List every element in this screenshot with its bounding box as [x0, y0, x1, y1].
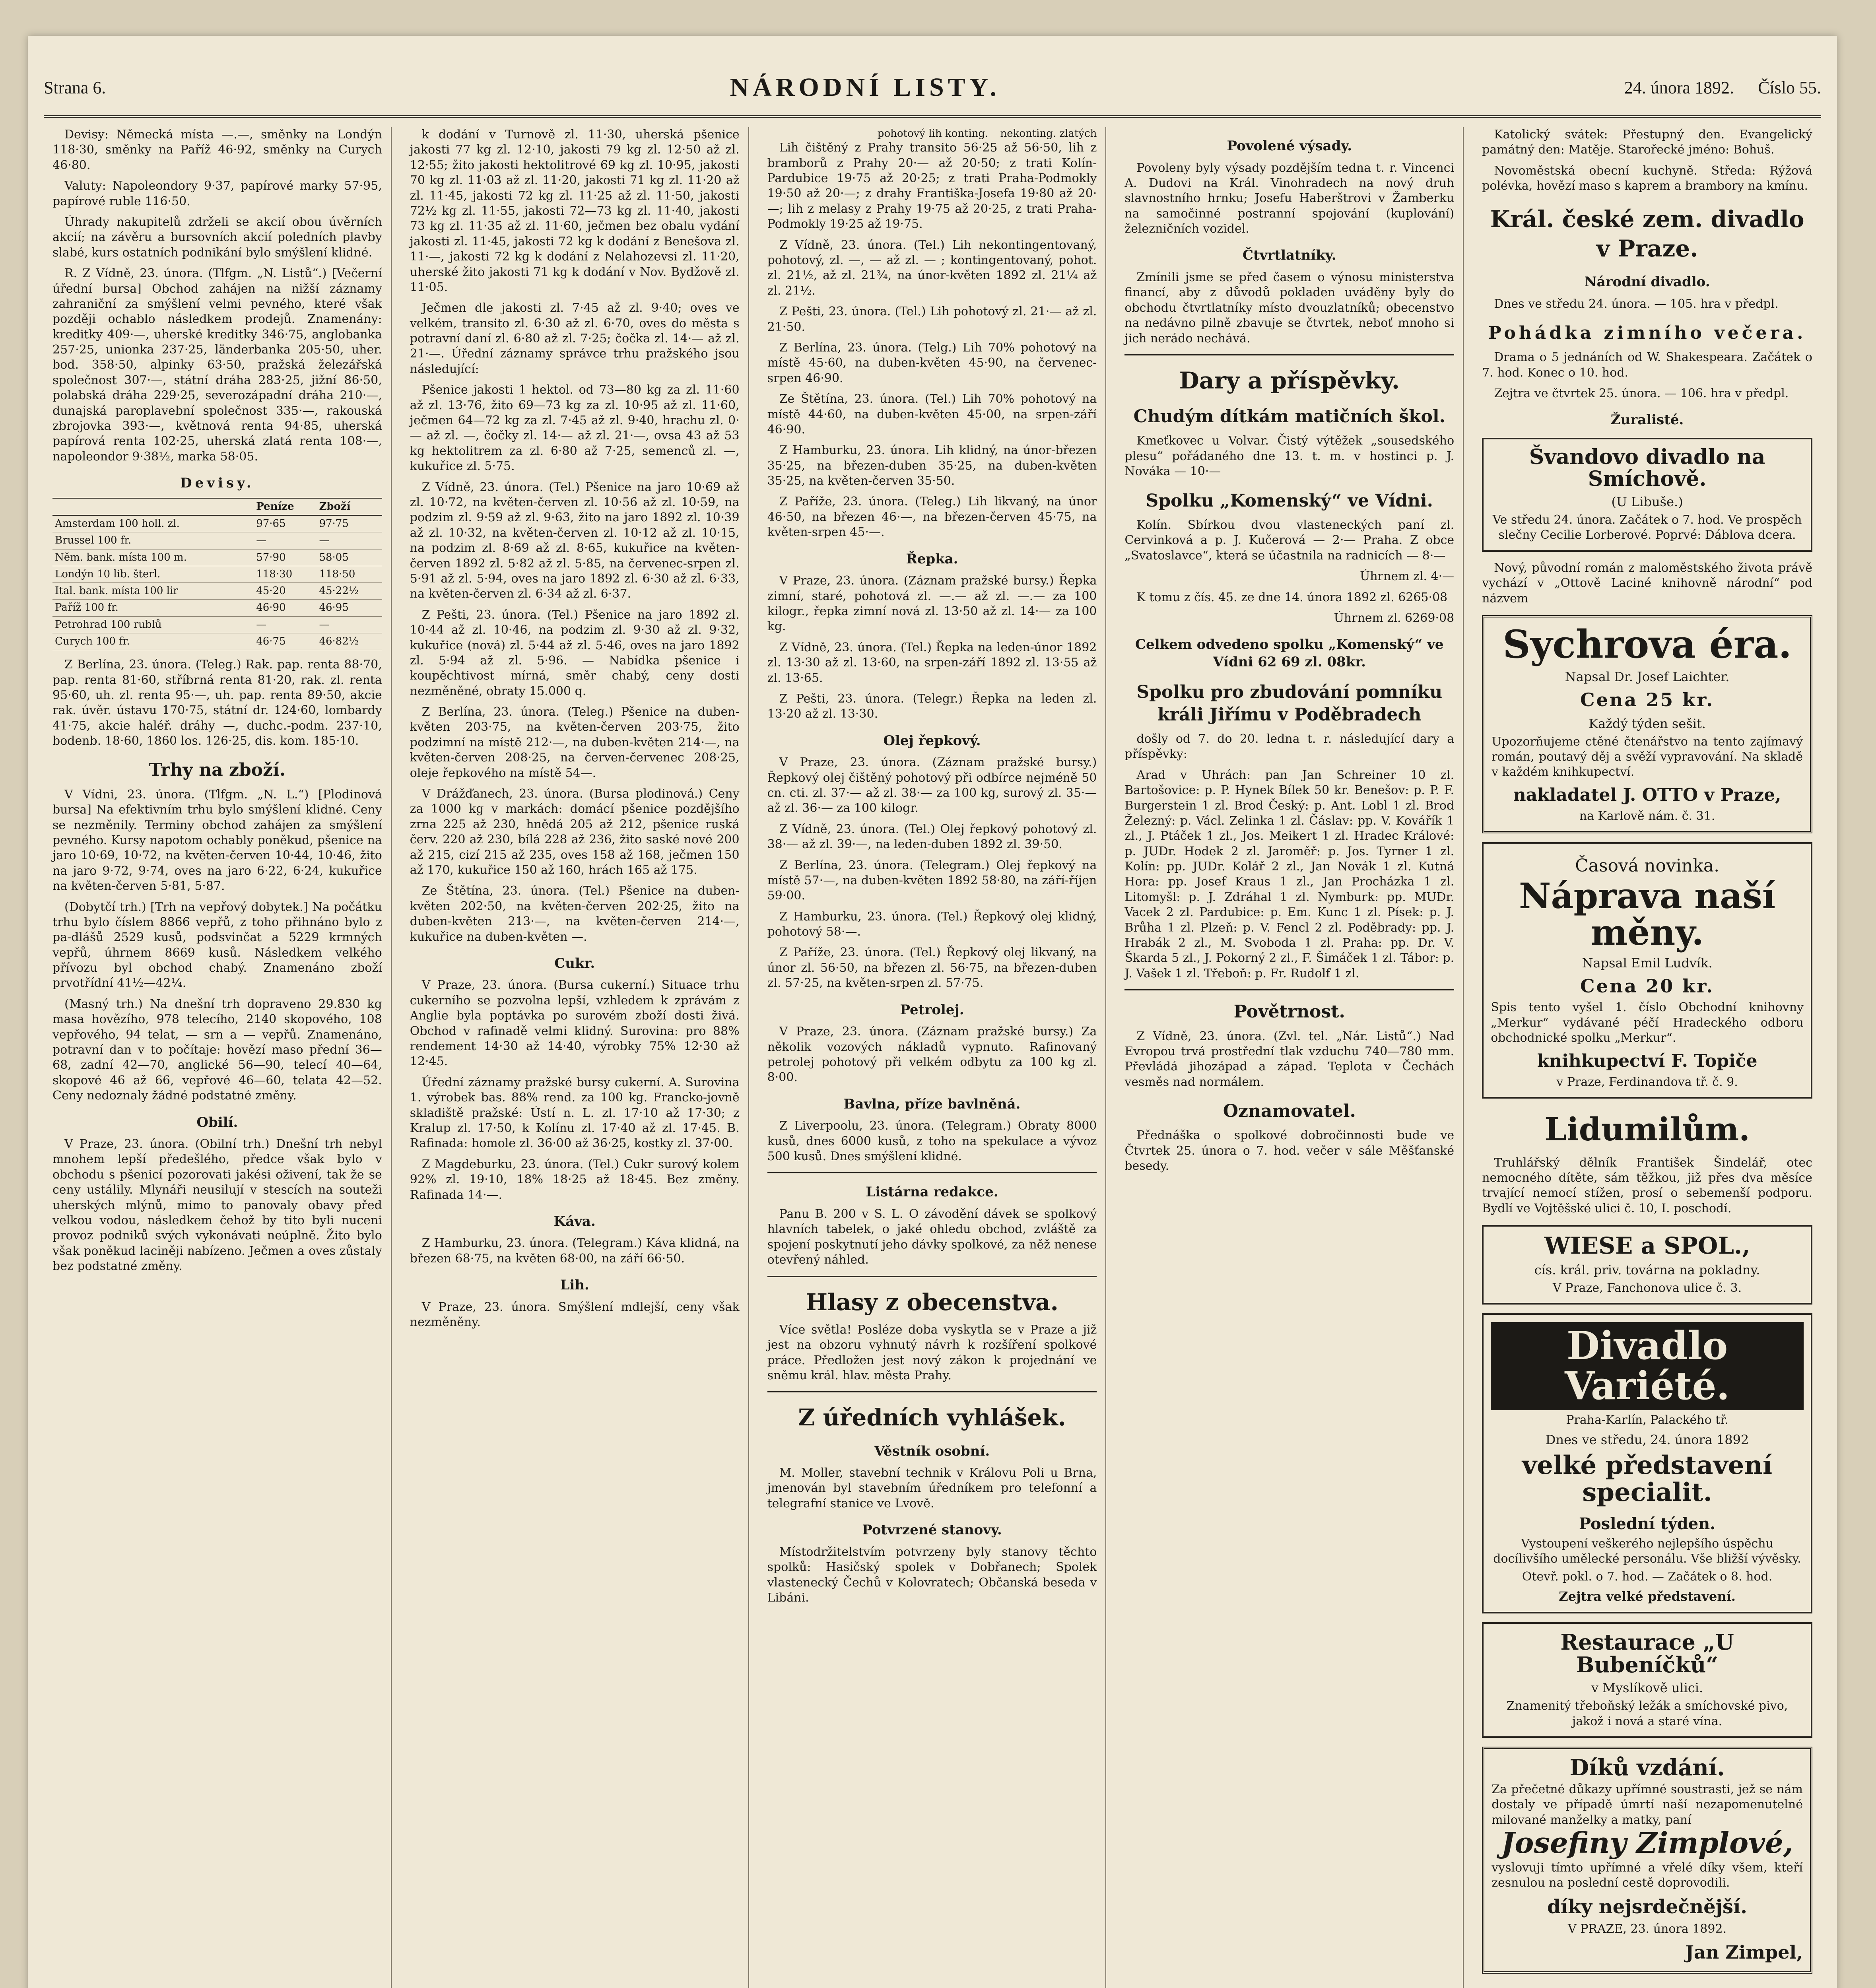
masthead [44, 60, 1821, 118]
article-paragraph: Z Magdeburku, 23. února. (Tel.) Cukr surový kolem 92% zl. 19·10, 18% 18·25 až 18·45. Bez změny. Rafinada 14·—. [410, 1157, 740, 1202]
article-paragraph: Z Liverpoolu, 23. února. (Telegram.) Obraty 8000 kusů, dnes 6000 kusů, z toho na spekulace a vývoz 500 kusů. Dnes smýšlení klidné. [767, 1119, 1097, 1164]
article-paragraph: Drama o 5 jednáních od W. Shakespeara. Začátek o 7. hod. Konec o 10. hod. [1482, 350, 1812, 380]
section-heading: Lidumilům. [1544, 1110, 1750, 1148]
ad-subtitle: Poslední týden. [1579, 1514, 1716, 1533]
article-paragraph: Zejtra ve čtvrtek 25. února. — 106. hra v předpl. [1494, 386, 1789, 401]
section-heading: Bavlna, příze bavlněná. [843, 1096, 1021, 1112]
notice-title: Díků vzdání. [1569, 1755, 1725, 1781]
article-paragraph: Kmeťkovec u Volvar. Čistý výtěžek „sousedského plesu“ pořádaného dne 13. t. m. v hostinci p. J. Nováka — 10·— [1124, 434, 1455, 479]
ad-publisher: nakladatel J. OTTO v Praze, [1513, 784, 1781, 805]
total-line: Úhrnem zl. 6269·08 [1334, 611, 1455, 625]
ad-text: Spis tento vyšel 1. číslo Obchodní knihovny „Merkur“ vydávané péčí Hradeckého odboru obchodnické spolku „Merkur“. [1491, 1000, 1804, 1045]
table-cell: — [254, 616, 317, 633]
article-paragraph: Z Vídně, 23. února. (Tel.) Lih nekontingentovaný, pohotový, zl. —, — až zl. — ; kontingentovaný, pohot. zl. 21½, až zl. 21¾, na únor-květen 1892 zl. 21¼ až zl. 21½. [767, 238, 1097, 298]
column-5 [1473, 127, 1821, 1988]
thanks-notice [1482, 1747, 1812, 1974]
section-heading: Povětrnost. [1233, 1002, 1345, 1022]
article-paragraph: Novoměstská obecní kuchyně. Středa: Rýžová polévka, hovězí maso s kaprem a brambory na kmínu. [1482, 163, 1812, 193]
ad-kicker: Časová novinka. [1575, 856, 1720, 876]
section-heading: Spolku „Komenský“ ve Vídni. [1146, 490, 1433, 511]
table-cell: Londýn 10 lib. šterl. [52, 566, 254, 582]
article-paragraph: Úřední záznamy pražské bursy cukerní. A. Surovina 1. výrobek bas. 88% rend. za 100 kg. Francko-jovně skladiště pražské: Ústí n. L. zl. 17·10 až 17·30; z Kralup zl. 17·50, k Kolínu zl. 17·40 až zl. 17·45. B. Rafinada: homole zl. 36·00 až 36·25, kostky zl. 37·00. [410, 1075, 740, 1151]
section-heading: Obilí. [196, 1114, 238, 1130]
article-paragraph: Z Pešti, 23. února. (Tel.) Pšenice na jaro 1892 zl. 10·44 až zl. 10·46, na podzim zl. 9·30 až zl. 9·32, kukuřice (nová) zl. 5·44 až zl. 5·46, oves na jaro 1892 zl. 5·94 až zl. 5·96. — Nabídka pšenice i koupěchtivost mírná, směr chabý, ceny dosti nezměněné, obraty 15.000 q. [410, 608, 740, 698]
total-line: Úhrnem zl. 4·— [1360, 569, 1455, 584]
table-row [52, 515, 382, 532]
ad-author: Napsal Dr. Josef Laichter. [1565, 669, 1730, 684]
table-cell: Amsterdam 100 holl. zl. [52, 515, 254, 532]
article-paragraph: Z Pešti, 23. února. (Telegr.) Řepka na leden zl. 13·20 až zl. 13·30. [767, 691, 1097, 721]
article-paragraph: Povoleny byly výsady pozdějším tedna t. r. Vincenci A. Dudovi na Král. Vinohradech na nový druh slavnostního hrnku; Josefu Haberštrovi v Žamberku na samočinné postranní spojování (kuplování) železničních vozidel. [1124, 161, 1455, 236]
ad-price: Cena 25 kr. [1580, 689, 1715, 711]
article-paragraph: Úhrady nakupitelů zdrželi se akcií obou úvěrních akcií; na závěru a bursovních akcií poledních plavby slabé, kurs ostatních podnikání bylo smýšlení klidné. [52, 215, 382, 260]
table-cell: 46·90 [254, 600, 317, 616]
column-1 [44, 127, 392, 1988]
variete-ad [1482, 1313, 1812, 1613]
notice-text: vyslovuji tímto upřímné a vřelé díky všem, kteří zesnulou na poslední cestě doprovodili. [1491, 1860, 1803, 1890]
theatre-heading: Král. české zem. divadlo v Praze. [1490, 205, 1804, 262]
table-header: Peníze [254, 498, 317, 515]
notice-text: Za přečetné důkazy upřímné soustrasti, jež se nám dostaly ve případě úmrtí naší nezapomenutelné milované manželky a matky, paní [1491, 1782, 1803, 1827]
column-4 [1116, 127, 1464, 1988]
table-cell: 46·75 [254, 633, 317, 650]
section-heading: Dary a příspěvky. [1179, 367, 1400, 394]
ad-address: V Praze, Fanchonova ulice č. 3. [1552, 1281, 1742, 1295]
naprava-book-ad [1482, 842, 1812, 1099]
section-heading: Hlasy z obecenstva. [806, 1288, 1058, 1316]
column-3 [759, 127, 1107, 1988]
section-heading: Věstník osobní. [874, 1443, 990, 1459]
article-paragraph: Dnes ve středu 24. února. — 105. hra v předpl. [1494, 297, 1779, 311]
restaurant-ad [1482, 1622, 1812, 1738]
divider [1124, 354, 1454, 355]
table-cell: Petrohrad 100 rublů [52, 616, 254, 633]
table-row [52, 616, 382, 633]
section-heading: Potvrzené stanovy. [862, 1522, 1002, 1538]
issue-number: Číslo 55. [1758, 78, 1821, 97]
theatre-subheading: Národní divadlo. [1584, 274, 1710, 290]
section-heading: Řepka. [906, 551, 958, 567]
sychrova-book-ad [1482, 615, 1812, 833]
ad-date: Dnes ve středu, 24. února 1892 [1545, 1432, 1749, 1448]
ad-times: Otevř. pokl. o 7. hod. — Začátek o 8. hod. [1522, 1569, 1773, 1584]
article-paragraph: Katolický svátek: Přestupný den. Evangelický památný den: Matěje. Starořecké jméno: Bohuš. [1482, 128, 1812, 157]
table-cell: — [317, 616, 382, 633]
article-paragraph: Valuty: Napoleondory 9·37, papírové marky 57·95, papírové ruble 116·50. [52, 179, 382, 208]
notice-place: V PRAZE, 23. února 1892. [1568, 1922, 1727, 1936]
section-heading: Spolku pro zbudování pomníku králi Jiřímu v Poděbradech [1136, 682, 1443, 725]
article-paragraph: Z Vídně, 23. února. (Tel.) Pšenice na jaro 10·69 až zl. 10·72, na květen-červen zl. 10·56 až zl. 10·59, na podzim zl. 9·59 až zl. 9·63, žito na jaro 1892 zl. 10·39 až zl. 10·32, na květen-červen zl. 10·12 až zl. 10·15, na podzim zl. 8·69 až zl. 8·65, kukuřice na květen-červen 1892 zl. 5·82 až zl. 5·85, na červenec-srpen zl. 5·91 až zl. 5·94, oves na jaro 1892 zl. 6·30 až zl. 6·33, na květen-červen zl. 6·34 až zl. 6·37. [410, 480, 740, 601]
article-paragraph: Více světla! Posléze doba vyskytla se v Praze a již jest na obzoru vyhnutý návrh k rozšíření spolkové práce. Předložen jest nový zákon k projednání ve sněmu král. hlav. města Prahy. [767, 1322, 1097, 1382]
article-paragraph: V Drážďanech, 23. února. (Bursa plodinová.) Ceny za 1000 kg v markách: domácí pšenice pozdějšího zrna 225 až 230, hnědá 205 až 212, pšenice ruská červ. 220 až 230, bílá 228 až 236, žito saské nové 200 až 215, cizí 215 až 235, oves 158 až 168, ječmen 150 až 170, kukuřice 150 až 160, hrách 165 až 175. [410, 787, 740, 877]
section-heading: Cukr. [554, 955, 595, 971]
rates-table [52, 498, 382, 650]
article-paragraph: Z Berlína, 23. února. (Teleg.) Pšenice na duben-květen 203·75, na květen-červen 203·75, žito podzimní na místě 212·—, na duben-květen 214·—, na květen-červen 208·25, na červen-červenec 208·25, oleje řepkového na místě 54—. [410, 705, 740, 780]
article-paragraph: Z Vídně, 23. února. (Zvl. tel. „Nár. Listů“.) Nad Evropou trvá prostřední tlak vzduchu 740—780 mm. Převládá jihozápad a západ. Teplota v Čechách vesměs nad normálem. [1124, 1029, 1455, 1089]
table-row [52, 600, 382, 616]
article-paragraph: Z Pešti, 23. února. (Tel.) Lih pohotový zl. 21·— až zl. 21·50. [767, 305, 1097, 334]
section-heading: Povolené výsady. [1227, 138, 1352, 154]
section-heading: Olej řepkový. [883, 732, 981, 749]
article-paragraph: Z Berlína, 23. února. (Telg.) Lih 70% pohotový na místě 45·60, na duben-květen 45·90, na červenec-srpen 46·90. [767, 340, 1097, 385]
table-row [52, 549, 382, 566]
ad-address: na Karlově nám. č. 31. [1579, 809, 1715, 823]
article-paragraph: V Vídni, 23. února. (Tlfgm. „N. L.“) [Plodinová bursa] Na efektivním trhu bylo smýšlení klidné. Ceny se nezměnily. Terminy obchod zahájen za smýšlení pevného. Kursy napotom ochably poněkud, pšenice na jaro 10·69, 10·72, na květen-červen 10·44, 10·46, žito na jaro 9·72, 9·74, oves na jaro 6·22, 6·24, kukuřice na květen-červen 5·81, 5·87. [52, 787, 382, 893]
ad-subtitle: (U Libuše.) [1611, 494, 1683, 510]
table-cell: 97·75 [317, 515, 382, 532]
table-row [52, 566, 382, 582]
ad-title: Sychrova éra. [1503, 622, 1792, 667]
table-cell: 45·20 [254, 583, 317, 600]
table-cell: Paříž 100 fr. [52, 600, 254, 616]
ad-text: Každý týden sešit. [1589, 716, 1706, 731]
article-paragraph: Pšenice jakosti 1 hektol. od 73—80 kg za zl. 11·60 až zl. 13·76, žito 69—73 kg za zl. 10·95 až zl. 11·60, ječmen 64—72 kg za zl. 7·45 až zl. 9·40, hrachu zl. 0·— až zl. —, čočky zl. 14·— až zl. 21·—, ovsa 43 až 53 kg hektolitrem za zl. 6·80 až 7·25, semenců zl. —, kukuřice zl. 5·75. [410, 383, 740, 474]
table-cell: Brussel 100 fr. [52, 532, 254, 549]
article-paragraph: Z Berlína, 23. února. (Teleg.) Rak. pap. renta 88·70, pap. renta 81·60, stříbrná renta 81·20, rak. zl. renta 95·60, uh. zl. renta 95·—, uh. pap. renta 89·50, akcie rak. úvěr. ústavu 170·75, státní dr. 124·60, lombardy 41·75, akcie haléř. dráhy —, duchc.-podm. 237·10, bodenb. 18·60, 1860 los. 126·25, dis. kom. 185·10. [52, 658, 382, 748]
table-cell: 58·05 [317, 549, 382, 566]
table-header [52, 498, 254, 515]
newspaper-page [28, 36, 1837, 1988]
total-heading: Celkem odvedeno spolku „Komenský“ ve Vídni 62 69 zl. 08kr. [1135, 637, 1444, 670]
column-2 [401, 127, 749, 1988]
ad-title: Restaurace „U Bubeníčků“ [1560, 1629, 1734, 1677]
article-paragraph: došly od 7. do 20. ledna t. r. následující dary a příspěvky: [1124, 732, 1455, 761]
article-paragraph: k dodání v Turnově zl. 11·30, uherská pšenice jakosti 77 kg zl. 12·10, jakosti 79 kg zl. 12·50 až zl. 12·55; žito jakosti hektolitrové 69 kg zl. 10·95, jakosti 70 kg zl. 11·03 až zl. 11·20, jakosti 71 kg zl. 11·20 až zl. 11·45, jakosti 72 kg zl. 11·25 až zl. 11·50, jakosti 72½ kg zl. 11·55, jakosti 72—73 kg zl. 11·40, jakosti 73 kg zl. 11·35 až zl. 11·60, ječmen bez obalu vydání jakosti zl. 11·45, jakosti 72 kg k dodání z Benešova zl. 11·—, jakosti 72 kg k dodání z Nelahozevsi zl. 11·20, uherské žito jakosti 71 kg k dodání v Nov. Bydžově zl. 11·05. [410, 128, 740, 294]
article-paragraph: Z Vídně, 23. února. (Tel.) Řepka na leden-únor 1892 zl. 13·30 až zl. 13·60, na srpen-září 1892 zl. 13·55 až zl. 13·65. [767, 640, 1097, 685]
ad-text: Znamenitý třeboňský ležák a smíchovské pivo, jakož i nová a staré vína. [1506, 1699, 1788, 1728]
divider [767, 1172, 1097, 1173]
ad-text: Ve středu 24. února. Začátek o 7. hod. Ve prospěch slečny Cecilie Lorberové. Poprvé: Dáblova dcera. [1492, 513, 1802, 542]
table-cell: 97·65 [254, 515, 317, 532]
article-paragraph: Z Hamburku, 23. února. (Tel.) Řepkový olej klidný, pohotový 58·—. [767, 909, 1097, 939]
article-paragraph: (Dobytčí trh.) [Trh na vepřový dobytek.] Na počátku trhu bylo číslem 8866 vepřů, z toho přihnáno bylo z pa-dlášů 2529 kusů, podsvinčat a 5229 krmných vepřů, úhrnem 8669 kusů. Následkem velkého přívozu byl obchod chabý. Znamenáno zboží prvotřídní 41½—42¼. [52, 900, 382, 990]
article-paragraph: V Praze, 23. února. (Záznam pražské bursy.) Řepka zimní, staré, pohotová zl. —.— až zl. —.— za 100 kilogr., řepka zimní nová zl. 13·50 až zl. 14·— za 100 kg. [767, 574, 1097, 634]
section-heading: Listárna redakce. [866, 1184, 998, 1200]
issue-date: 24. února 1892. [1624, 78, 1734, 97]
article-paragraph: K tomu z čís. 45. ze dne 14. února 1892 zl. 6265·08 [1136, 590, 1448, 604]
notice-text: díky nejsrdečnější. [1547, 1895, 1748, 1918]
article-paragraph: Ječmen dle jakosti zl. 7·45 až zl. 9·40; oves ve velkém, transito zl. 6·30 až zl. 6·70, oves do města s potravní daní zl. 6·80 až zl. 7·25; čočka zl. 14·— až zl. 21·—. Úřední záznamy správce trhu pražského jsou následující: [410, 301, 740, 376]
section-heading: Devisy. [180, 475, 254, 491]
section-heading: Lih. [560, 1277, 589, 1293]
article-paragraph: Ze Štětína, 23. února. (Tel.) Pšenice na duben-květen 202·50, na květen-červen 202·25, žito na duben-květen 213·—, na květen-červen 214·—, kukuřice na duben-květen —. [410, 884, 740, 944]
article-paragraph: Kolín. Sbírkou dvou vlasteneckých paní zl. Cervinková a p. J. Kučerová — 2·— Praha. Z obce „Svatoslavce“, která se účastnila na radnicích — 8·— [1124, 518, 1455, 563]
ad-title: Divadlo Variété. [1491, 1322, 1804, 1410]
table-cell: Curych 100 fr. [52, 633, 254, 650]
divider [767, 1391, 1097, 1392]
table-cell: 45·22½ [317, 583, 382, 600]
masthead-right [1624, 78, 1821, 98]
table-row [52, 583, 382, 600]
section-heading: Chudým dítkám matičních škol. [1133, 406, 1445, 427]
table-cell: 46·82½ [317, 633, 382, 650]
table-header: nekonting. zlatých [1000, 128, 1097, 140]
table-header: Zboží [317, 498, 382, 515]
article-paragraph: Truhlářský dělník František Šindelář, otec nemocného dítěte, sám těžkou, již přes dva měsíce trvající nemocí stížen, prosí o sebemenší podporu. Bydlí ve Vojtěšské ulici č. 10, I. poschodí. [1482, 1155, 1812, 1215]
table-cell: — [254, 532, 317, 549]
table-cell: Ital. bank. místa 100 lir [52, 583, 254, 600]
article-paragraph: M. Moller, stavební technik v Královu Poli u Brna, jmenován byl stavebním úředníkem pro telefonní a telegrafní stanice ve Lvově. [767, 1466, 1097, 1510]
article-paragraph: Z Paříže, 23. února. (Tel.) Řepkový olej likvaný, na únor zl. 56·50, na březen zl. 56·75, na březen-duben zl. 57·25, na květen-srpen zl. 57·75. [767, 945, 1097, 990]
table-cell: Něm. bank. místa 100 m. [52, 549, 254, 566]
section-heading: Káva. [553, 1213, 596, 1229]
article-paragraph: Arad v Uhrách: pan Jan Schreiner 10 zl. Bartošovice: p. P. Hynek Bílek 50 kr. Benešov: p. P. F. Burgerstein 1 zl. Brod Český: p. Ant. Lobl 1 zl. Brod Železný: p. Václ. Zelinka 1 zl. Čáslav: pp. V. Kovářík 1 zl., J. Ptáček 1 zl., Jos. Meikert 1 zl. Hradec Králové: p. JUDr. Hodek 2 zl. Jaroměř: p. Jos. Tyrner 1 zl. Kolín: pp. JUDr. Kolář 2 zl., Jan Novák 1 zl. Kutná Hora: pp. Josef Kraus 1 zl., Jan Procházka 1 zl. Litomyšl: p. J. Zdráhal 1 zl. Nymburk: pp. MUDr. Vacek 2 zl. Pardubice: p. Em. Kunc 1 zl. Písek: p. J. Brůha 1 zl. Plzeň: p. V. Fencl 2 zl. Poděbrady: pp. J. Hrabák 2 zl., M. Svoboda 1 zl. Praha: pp. Dr. V. Škarda 5 zl., J. Pokorný 2 zl., F. Šimáček 1 zl. Tábor: p. J. Vašek 1 zl. Třeboň: p. Fr. Rudolf 1 zl. [1124, 768, 1455, 980]
article-paragraph: Místodržitelstvím potvrzeny byly stanovy těchto spolků: Hasičský spolek v Dobřanech; Spolek vlastenecký Čechů v Kolovratech; Občanská beseda v Libáni. [767, 1545, 1097, 1605]
table-cell: 118·30 [254, 566, 317, 582]
table-header: pohotový lih konting. [877, 128, 988, 140]
ad-address: v Praze, Ferdinandova tř. č. 9. [1556, 1075, 1738, 1089]
article-paragraph: Přednáška o spolkové dobročinnosti bude ve Čtvrtek 25. února o 7. hod. večer v sále Měšťanské besedy. [1124, 1128, 1455, 1173]
article-paragraph: Z Hamburku, 23. února. Lih klidný, na únor-březen 35·25, na březen-duben 35·25, na duben-květen 35·25, na květen-červen 35·50. [767, 443, 1097, 488]
lih-table-header [767, 127, 1097, 140]
play-title: Žuralisté. [1610, 412, 1684, 428]
article-paragraph: Z Paříže, 23. února. (Teleg.) Lih likvaný, na únor 46·50, na březen 46·—, na březen-červen 45·75, na květen-srpen 45·—. [767, 495, 1097, 540]
ad-address: v Myslíkově ulici. [1591, 1680, 1703, 1696]
page-number: Strana 6. [44, 78, 106, 97]
article-paragraph: V Praze, 23. února. (Obilní trh.) Dnešní trh nebyl mnohem lepší předešlého, předce však bylo v obchodu s pšenicí pozorovati jakési oživení, tak že se ceny ustálily. Mlynáři neusilují v stescích na souteži uherských mlýnů, mimo to panovaly obavy před velkou vodou, následkem čehož by tito byli nuceni provoz podniků svých vykonávati neúplně. Žito bylo však poněkud laciněji nabízeno. Ječmen a oves zůstaly bez podstatné změny. [52, 1137, 382, 1274]
ad-title: Náprava naší měny. [1519, 875, 1776, 953]
columns [44, 127, 1821, 1988]
article-paragraph: (Masný trh.) Na dnešní trh dopraveno 29.830 kg masa hovězího, 978 telecího, 2140 skopového, 108 vepřového, 94 telat, — srn a — vepřů. Znamenáno, potravní dan v to počítaje: hovězí maso přední 36—68, zadní 42—70, anglické 56—90, telecí 40—64, skopové 46 až 66, vepřové 46—60, telata 42—52. Ceny nedoznaly žádné podstatné změny. [52, 997, 382, 1103]
smichov-theatre-ad [1482, 438, 1812, 552]
section-heading: Petrolej. [900, 1002, 964, 1018]
section-heading: Oznamovatel. [1223, 1101, 1356, 1122]
article-paragraph: V Praze, 23. února. (Záznam pražské bursy.) Řepkový olej čištěný pohotový při odbírce nejméně 50 cn. cti. zl. 37·— až zl. 38·— za 100 kg, surový zl. 35·— až zl. 36·— za 100 kilogr. [767, 755, 1097, 815]
article-paragraph: Z Berlína, 23. února. (Telegram.) Olej řepkový na místě 57·—, na duben-květen 1892 58·80, na září-říjen 59·00. [767, 858, 1097, 903]
divider [767, 1276, 1097, 1277]
ad-subtitle: cís. král. priv. továrna na pokladny. [1534, 1262, 1760, 1278]
article-paragraph: Panu B. 200 v S. L. O závodění dávek se spolkový hlavních tabelek, o jaké ohledu obchod, zvláště za spojení poskytnutí jeho dávky spolkové, za něž nenese otevřený náhled. [767, 1207, 1097, 1267]
ad-title: WIESE a SPOL., [1544, 1232, 1750, 1260]
article-paragraph: V Praze, 23. února. (Bursa cukerní.) Situace trhu cukerního se pozvolna lepší, vzhledem k zprávám z Anglie byla poptávka po surovém zboží dosti živá. Obchod v rafinadě velmi klidný. Surovina: pro 88% rendement 14·30 až 14·40, výrobky 75% 12·30 až 12·45. [410, 978, 740, 1069]
table-cell: — [317, 532, 382, 549]
article-paragraph: Z Vídně, 23. února. (Tel.) Olej řepkový pohotový zl. 38·— až zl. 39·—, na leden-duben 1892 zl. 39·50. [767, 822, 1097, 852]
article-paragraph: Ze Štětína, 23. února. (Tel.) Lih 70% pohotový na místě 44·60, na duben-květen 45·00, na srpen-září 46·90. [767, 392, 1097, 437]
article-paragraph: Zmínili jsme se před časem o výnosu ministerstva financí, aby z důvodů pokladen uváděny byly do obchodu čtvrtlatníky místo dvouzlatníků; obecenstvo na nedávno pilně zbavuje se čtvrtek, neboť mnoho si jich nerádo nechává. [1124, 270, 1455, 346]
section-heading: Z úředních vyhlášek. [798, 1404, 1066, 1431]
article-paragraph: Z Hamburku, 23. února. (Telegram.) Káva klidná, na březen 68·75, na květen 68·00, na září 66·50. [410, 1236, 740, 1266]
ad-address: Praha-Karlín, Palackého tř. [1566, 1413, 1728, 1427]
newspaper-title: NÁRODNÍ LISTY. [730, 73, 1000, 102]
article-paragraph: V Praze, 23. února. (Záznam pražské bursy.) Za několik vozových nákladů vypnuto. Rafinovaný petrolej pohotový při velkém odbytu za 100 kg zl. 8·00. [767, 1025, 1097, 1085]
article-paragraph: Lih čištěný z Prahy transito 56·25 až 56·50, lih z bramborů z Prahy 20·— až 20·50; z trati Kolín-Pardubice 19·75 až 20·25; z trati Praha-Podmokly 19·50 až 20·—; z drahy Františka-Josefa 19·80 až 20·—; lih z melasy z Prahy 19·75 až 20·25, z trati Praha-Podmokly 19·25 až 19·75. [767, 141, 1097, 231]
table-cell: 46·95 [317, 600, 382, 616]
section-heading: Čtvrtlatníky. [1242, 247, 1336, 264]
article-paragraph: Devisy: Německá místa —.—, směnky na Londýn 118·30, směnky na Paříž 46·92, směnky na Curych 46·80. [52, 128, 382, 172]
article-paragraph: V Praze, 23. února. Smýšlení mdlejší, ceny však nezměněny. [410, 1300, 740, 1330]
article-paragraph: Nový, původní román z maloměstského života právě vychází v „Ottově Laciné knihovně národní“ pod názvem [1482, 561, 1812, 606]
ad-price: Cena 20 kr. [1580, 975, 1715, 997]
table-cell: 118·50 [317, 566, 382, 582]
section-heading: Trhy na zboží. [149, 760, 286, 780]
ad-text: Upozorňujeme ctěné čtenářstvo na tento zajímavý román, poutavý děj a svěží vypravování. Na skladě v každém knihkupectví. [1491, 734, 1803, 779]
divider [1124, 989, 1454, 990]
ad-title: Švandovo divadlo na Smíchově. [1529, 445, 1765, 491]
ad-headline: velké představení specialit. [1522, 1450, 1773, 1507]
ad-author: Napsal Emil Ludvík. [1582, 955, 1713, 971]
table-row [52, 532, 382, 549]
ad-publisher: knihkupectví F. Topiče [1537, 1050, 1758, 1071]
ad-text: Zejtra velké představení. [1559, 1589, 1736, 1604]
table-row [52, 633, 382, 650]
play-title: Pohádka zimního večera. [1488, 322, 1806, 343]
table-cell: 57·90 [254, 549, 317, 566]
ad-text: Vystoupení veškerého nejlepšího úspěchu docílivšího umělecké personálu. Vše bližší vývěsky. [1493, 1536, 1801, 1566]
article-paragraph: R. Z Vídně, 23. února. (Tlfgm. „N. Listů“.) [Večerní úřední bursa] Obchod zahájen na nižší záznamy zahraniční za smýšlení velmi pevného, které však později ochablo následkem prodejů. Znamenány: kreditky 409·—, uherské kreditky 346·75, anglobanka 257·25, unionka 237·25, länderbanka 205·50, uher. bod. 358·50, alpinky 63·50, pražská železářská společnost 307·—, státní dráha 283·25, jižní 86·50, polabská dráha 229·25, severozápadní dráha 210·—, dunajská paroplavební společnost 335·—, rakouská zbrojovka 393·—, květnová renta 94·85, uherská papírová renta 102·25, uherská zlatá renta 108·—, napoleondor 9·38½, marka 58·05. [52, 266, 382, 464]
notice-name: Josefiny Zimplové, [1501, 1826, 1793, 1860]
wiese-ad [1482, 1225, 1812, 1305]
notice-signature: Jan Zimpel, [1685, 1941, 1803, 1963]
